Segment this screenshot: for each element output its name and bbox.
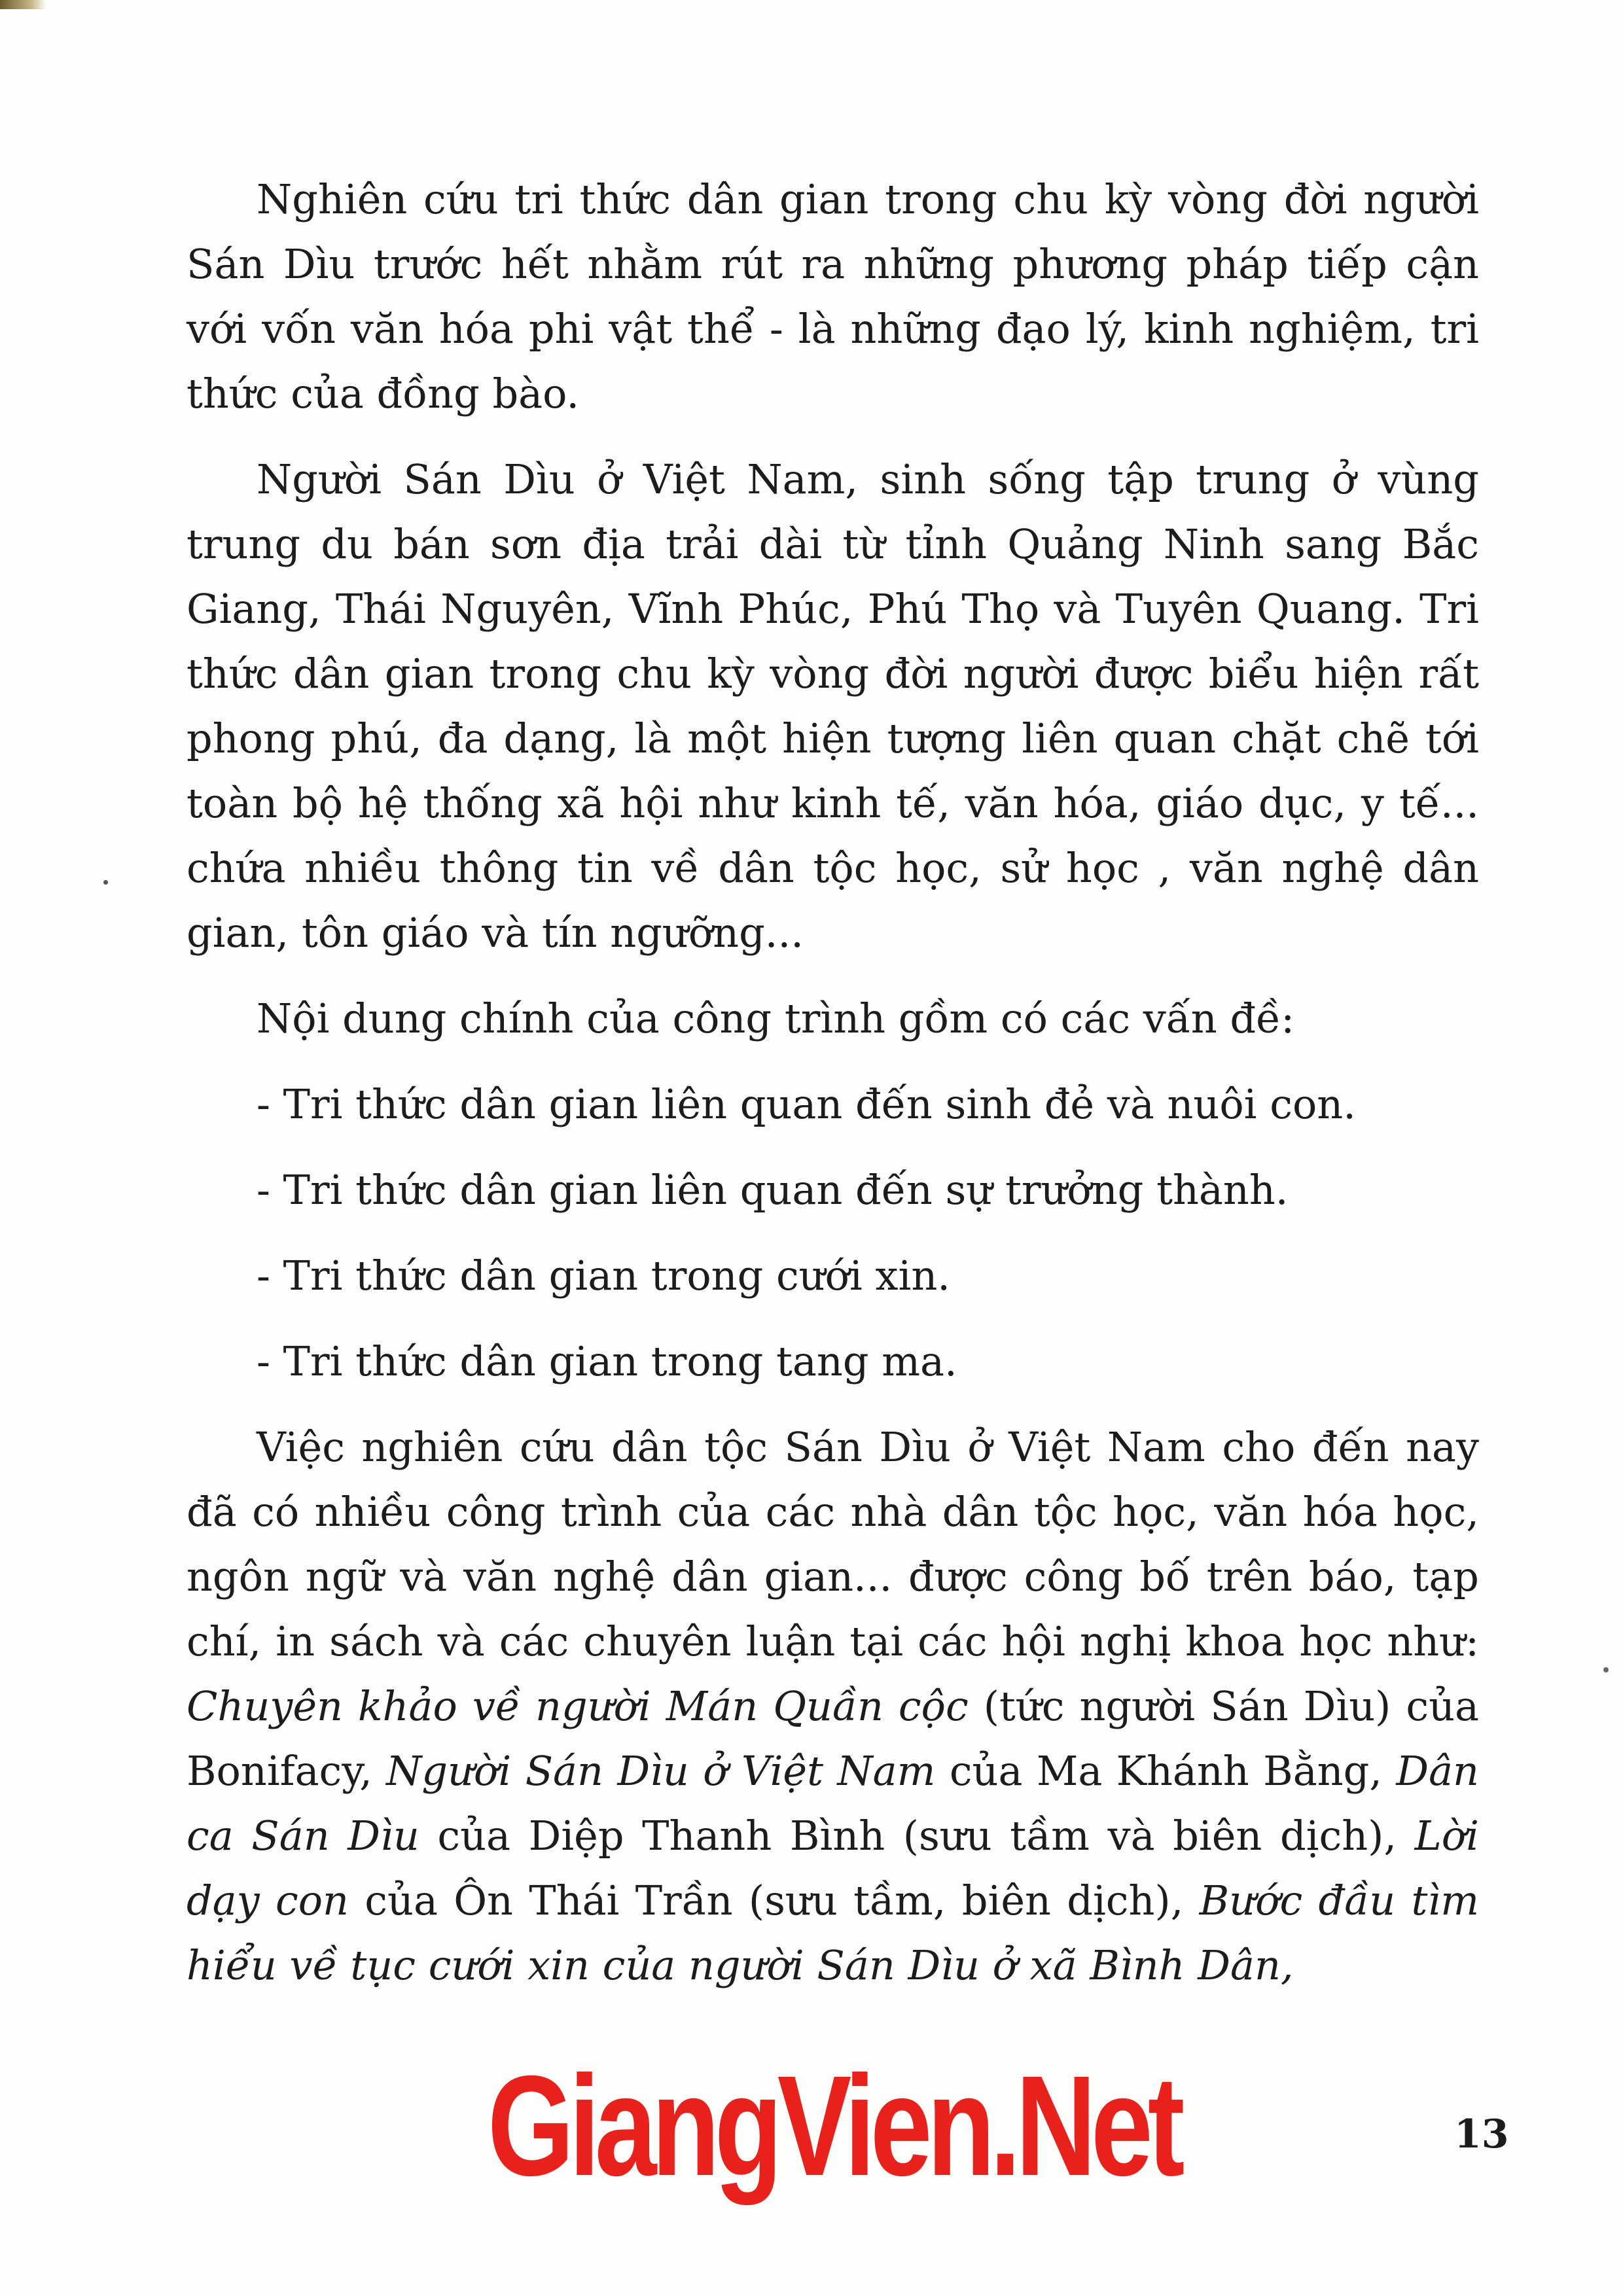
scan-edge-mark xyxy=(0,0,46,9)
page-number: 13 xyxy=(1454,2111,1509,2157)
list-item: - Tri thức dân gian trong tang ma. xyxy=(257,1337,957,1385)
work-title: Lời dạy con xyxy=(187,1812,1479,1924)
scan-speck xyxy=(1603,1667,1609,1672)
list-item: - Tri thức dân gian liên quan đến sự trưởng thành. xyxy=(257,1166,1289,1214)
watermark: GiangVien.Net xyxy=(488,2047,1180,2206)
paragraph-text: (tức người Sán Dìu) của Bonifacy, xyxy=(187,1682,1479,1795)
work-title: Bước đầu tìm hiểu về tục cưới xin của người Sán Dìu ở xã Bình Dân, xyxy=(187,1877,1479,1989)
paragraph xyxy=(187,1415,1479,1998)
work-title: Dân ca Sán Dìu xyxy=(187,1747,1479,1860)
work-title: Chuyên khảo về người Mán Quần cộc xyxy=(187,1682,969,1730)
paragraph-text: của Diệp Thanh Bình (sưu tầm và biên dịch), xyxy=(419,1812,1415,1860)
paragraph-text: của Ôn Thái Trần (sưu tầm, biên dịch), xyxy=(348,1877,1200,1924)
paragraph-text: của Ma Khánh Bằng, xyxy=(935,1747,1397,1795)
scan-speck xyxy=(103,880,108,885)
paragraph: Nghiên cứu tri thức dân gian trong chu kỳ vòng đời người Sán Dìu trước hết nhằm rút ra những phương pháp tiếp cận với vốn văn hóa phi vật thể - là những đạo lý, kinh nghiệm, tri thức của đồng bào. xyxy=(187,175,1479,417)
paragraph-text: Việc nghiên cứu dân tộc Sán Dìu ở Việt Nam cho đến nay đã có nhiều công trình của các nhà dân tộc học, văn hóa học, ngôn ngữ và văn nghệ dân gian... được công bố trên báo, tạp chí, in sách và các chuyên luận tại các hội nghị khoa học như: xyxy=(187,1423,1479,1665)
work-title: Người Sán Dìu ở Việt Nam xyxy=(386,1747,936,1795)
list-item: - Tri thức dân gian trong cưới xin. xyxy=(257,1252,950,1299)
list-intro: Nội dung chính của công trình gồm có các vấn đề: xyxy=(257,995,1295,1042)
paragraph: Người Sán Dìu ở Việt Nam, sinh sống tập trung ở vùng trung du bán sơn địa trải dài từ tỉnh Quảng Ninh sang Bắc Giang, Thái Nguyên, Vĩnh Phúc, Phú Thọ và Tuyên Quang. Tri thức dân gian trong chu kỳ vòng đời người được biểu hiện rất phong phú, đa dạng, là một hiện tượng liên quan chặt chẽ tới toàn bộ hệ thống xã hội như kinh tế, văn hóa, giáo dục, y tế... chứa nhiều thông tin về dân tộc học, sử học , văn nghệ dân gian, tôn giáo và tín ngưỡng... xyxy=(187,455,1479,957)
list-item: - Tri thức dân gian liên quan đến sinh đẻ và nuôi con. xyxy=(257,1080,1356,1128)
body-text xyxy=(187,167,1479,2019)
